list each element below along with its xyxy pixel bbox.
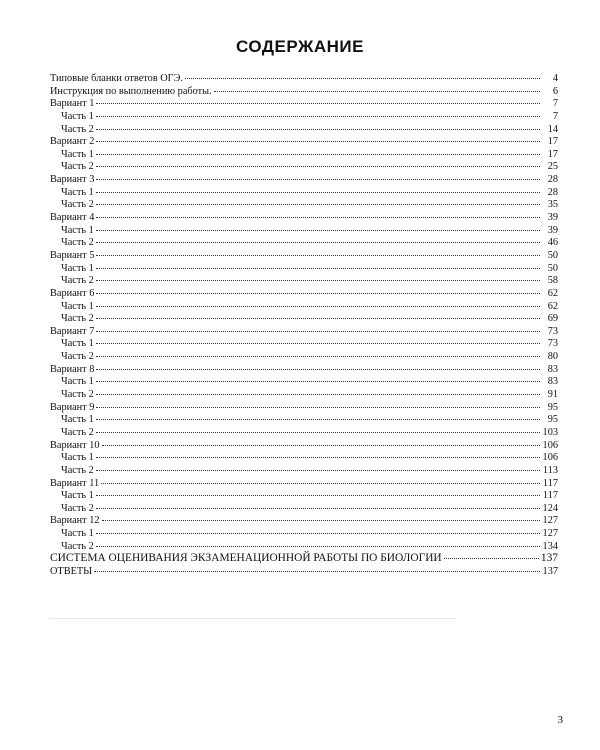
toc-entry-page: 95 [547, 401, 558, 413]
dot-leader [96, 209, 540, 218]
toc-entry-page: 127 [542, 515, 558, 527]
table-of-contents [50, 72, 558, 578]
dot-leader [96, 462, 540, 471]
dot-leader [101, 475, 540, 484]
toc-entry-page: 91 [547, 389, 558, 401]
toc-entry-label: Вариант 5 [50, 249, 95, 261]
toc-entry-page: 7 [552, 110, 558, 122]
dot-leader [96, 310, 540, 319]
toc-entry-page: 103 [542, 426, 558, 438]
toc-entry-page: 39 [547, 212, 558, 224]
dot-leader [96, 171, 540, 180]
dot-leader [96, 298, 540, 307]
dot-leader [214, 83, 540, 92]
dot-leader [96, 525, 540, 534]
toc-entry-label: Часть 2 [61, 540, 94, 552]
dot-leader [96, 285, 540, 294]
toc-entry-label: Часть 2 [61, 313, 94, 325]
toc-entry-label: Типовые бланки ответов ОГЭ. [50, 73, 184, 84]
toc-entry-page: 106 [542, 452, 558, 464]
toc-entry-label: Часть 2 [61, 426, 94, 438]
toc-entry-page: 4 [552, 73, 558, 84]
dot-leader [96, 234, 540, 243]
dot-leader [96, 348, 540, 357]
toc-entry-page: 117 [542, 477, 558, 489]
dot-leader [96, 158, 540, 167]
dot-leader [96, 108, 540, 117]
dot-leader [96, 335, 540, 344]
toc-entry-label: СИСТЕМА ОЦЕНИВАНИЯ ЭКЗАМЕНАЦИОННОЙ РАБОТЫ ПО БИОЛОГИИ [50, 552, 442, 565]
dot-leader [102, 437, 540, 446]
toc-entry-page: 17 [547, 148, 558, 160]
toc-entry-label: Часть 1 [61, 300, 94, 312]
toc-entry-page: 14 [547, 123, 558, 135]
toc-entry-page: 73 [547, 338, 558, 350]
toc-entry-label: Вариант 12 [50, 515, 100, 527]
dot-leader [96, 399, 540, 408]
toc-entry-label: Вариант 10 [50, 439, 100, 451]
toc-entry-label: Часть 2 [61, 502, 94, 514]
toc-entry-label: Часть 2 [61, 275, 94, 287]
toc-entry-page: 137 [542, 565, 558, 577]
toc-entry-label: Часть 2 [61, 464, 94, 476]
toc-entry-label: Вариант 1 [50, 98, 95, 110]
toc-entry-page: 62 [547, 300, 558, 312]
toc-entry-page: 35 [547, 199, 558, 211]
toc-entry-label: Вариант 7 [50, 325, 95, 337]
toc-entry-page: 39 [547, 224, 558, 236]
toc-entry-page: 134 [542, 540, 558, 552]
toc-entry-label: Вариант 2 [50, 136, 95, 148]
toc-entry-page: 50 [547, 249, 558, 261]
dot-leader [96, 222, 540, 231]
toc-entry-page: 124 [542, 502, 558, 514]
dot-leader [96, 424, 540, 433]
toc-entry-page: 62 [547, 287, 558, 299]
toc-entry-page: 95 [547, 414, 558, 426]
toc-entry-page: 113 [542, 464, 558, 476]
toc-entry-label: ОТВЕТЫ [50, 565, 93, 577]
dot-leader [96, 411, 540, 420]
page-number: 3 [557, 714, 563, 726]
dot-leader [96, 247, 540, 256]
dot-leader [96, 184, 540, 193]
toc-entry-label: Часть 1 [61, 148, 94, 160]
dot-leader [96, 386, 540, 395]
dot-leader [96, 487, 540, 496]
dot-leader [96, 196, 540, 205]
dot-leader [185, 70, 540, 79]
dot-leader [96, 95, 540, 104]
toc-entry-label: Часть 2 [61, 161, 94, 173]
divider [50, 618, 455, 619]
toc-entry-label: Часть 1 [61, 186, 94, 198]
toc-entry-label: Часть 2 [61, 199, 94, 211]
toc-entry-page: 17 [547, 136, 558, 148]
dot-leader [94, 563, 540, 572]
dot-leader [96, 272, 540, 281]
dot-leader [96, 361, 540, 370]
dot-leader [96, 373, 540, 382]
toc-entry-page: 28 [547, 186, 558, 198]
toc-entry-page: 6 [552, 85, 558, 97]
dot-leader [96, 260, 540, 269]
toc-entry-label: Вариант 3 [50, 174, 95, 186]
toc-entry-label: Вариант 8 [50, 363, 95, 375]
toc-entry-page: 7 [552, 98, 558, 110]
toc-entry-label: Вариант 11 [50, 477, 100, 489]
toc-entry-label: Часть 1 [61, 452, 94, 464]
dot-leader [96, 538, 540, 547]
toc-entry-label: Инструкция по выполнению работы. [50, 85, 212, 97]
toc-entry-page: 106 [542, 439, 558, 451]
toc-entry-page: 80 [547, 351, 558, 363]
toc-entry-page: 117 [542, 490, 558, 502]
toc-entry-page: 127 [542, 528, 558, 540]
toc-entry-page: 137 [540, 552, 558, 565]
toc-entry-page: 46 [547, 237, 558, 249]
dot-leader [102, 512, 540, 521]
dot-leader [96, 323, 540, 332]
toc-entry-label: Часть 1 [61, 414, 94, 426]
dot-leader [96, 146, 540, 155]
toc-entry-label: Часть 2 [61, 123, 94, 135]
toc-entry-label: Вариант 6 [50, 287, 95, 299]
toc-entry-label: Часть 1 [61, 376, 94, 388]
toc-entry-page: 28 [547, 174, 558, 186]
toc-entry-label: Часть 2 [61, 389, 94, 401]
toc-entry-label: Часть 1 [61, 338, 94, 350]
toc-entry-page: 25 [547, 161, 558, 173]
toc-entry-page: 50 [547, 262, 558, 274]
toc-entry-label: Часть 1 [61, 110, 94, 122]
toc-entry[interactable] [50, 565, 558, 578]
dot-leader [96, 500, 540, 509]
toc-entry-page: 73 [547, 325, 558, 337]
toc-entry-label: Часть 1 [61, 262, 94, 274]
toc-entry-label: Часть 1 [61, 490, 94, 502]
toc-entry-label: Часть 1 [61, 224, 94, 236]
toc-entry-label: Вариант 4 [50, 212, 95, 224]
toc-entry-page: 83 [547, 376, 558, 388]
dot-leader [96, 121, 540, 130]
toc-entry-label: Часть 2 [61, 237, 94, 249]
dot-leader [444, 550, 539, 559]
dot-leader [96, 449, 540, 458]
toc-entry-page: 69 [547, 313, 558, 325]
toc-entry-label: Часть 1 [61, 528, 94, 540]
toc-entry-page: 58 [547, 275, 558, 287]
dot-leader [96, 133, 540, 142]
page-title: СОДЕРЖАНИЕ [236, 37, 364, 56]
toc-entry-label: Вариант 9 [50, 401, 95, 413]
toc-entry-label: Часть 2 [61, 351, 94, 363]
toc-entry-page: 83 [547, 363, 558, 375]
